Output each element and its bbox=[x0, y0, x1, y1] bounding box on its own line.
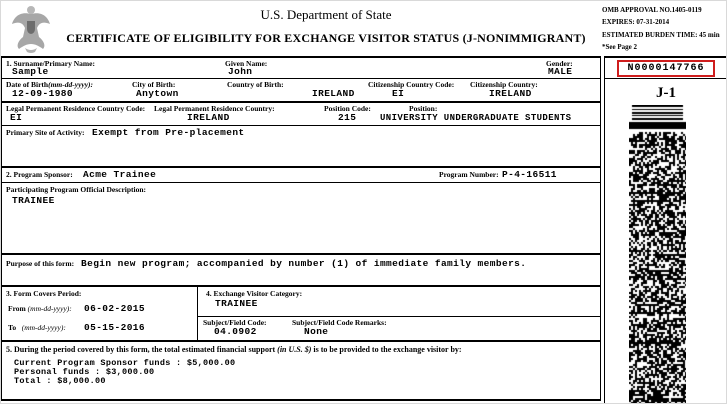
section4-inner-divider bbox=[197, 316, 600, 317]
citizenship-country-label: Citizenship Country: bbox=[470, 80, 538, 89]
given-name-label: Given Name: bbox=[225, 59, 268, 68]
gender-value: MALE bbox=[548, 66, 573, 77]
from-date-value: 06-02-2015 bbox=[84, 303, 146, 314]
city-of-birth-label: City of Birth: bbox=[132, 80, 176, 89]
program-sponsor-value: Acme Trainee bbox=[83, 169, 157, 180]
program-number-label: Program Number: bbox=[439, 170, 499, 179]
row-birth bbox=[2, 79, 600, 103]
subject-field-remarks-label: Subject/Field Code Remarks: bbox=[292, 318, 387, 327]
visa-type-barcode-box bbox=[604, 79, 727, 403]
citizenship-code-label: Citizenship Country Code: bbox=[368, 80, 455, 89]
country-of-birth-value: IRELAND bbox=[312, 88, 355, 99]
subject-field-code-value: 04.0902 bbox=[214, 326, 257, 337]
row-financial-support bbox=[2, 342, 600, 401]
omb-burden-line: ESTIMATED BURDEN TIME: 45 min bbox=[602, 30, 720, 39]
to-date-value: 05-15-2016 bbox=[84, 322, 146, 333]
site-of-activity-value: Exempt from Pre-placement bbox=[92, 127, 245, 138]
total-funds-line: Total : $8,000.00 bbox=[14, 376, 106, 386]
program-sponsor-label: 2. Program Sponsor: bbox=[6, 170, 73, 179]
given-name-value: John bbox=[228, 66, 253, 77]
citizenship-code-value: EI bbox=[392, 88, 405, 99]
site-of-activity-label: Primary Site of Activity: bbox=[6, 128, 85, 137]
row-participating-program bbox=[2, 183, 600, 255]
form-body bbox=[1, 56, 601, 401]
agency-title: U.S. Department of State bbox=[260, 7, 392, 22]
participating-program-label: Participating Program Official Description: bbox=[6, 185, 147, 194]
row-program-sponsor bbox=[2, 168, 600, 183]
gender-label: Gender: bbox=[546, 59, 573, 68]
visa-type-label: J-1 bbox=[656, 85, 676, 101]
country-of-birth-label: Country of Birth: bbox=[227, 80, 284, 89]
participating-program-value: TRAINEE bbox=[12, 195, 55, 206]
row-residence bbox=[2, 103, 600, 126]
exchange-visitor-category-value: TRAINEE bbox=[215, 298, 258, 309]
lpr-country-value: IRELAND bbox=[187, 112, 230, 123]
omb-see-page-line: *See Page 2 bbox=[602, 42, 637, 51]
to-label: To (mm-dd-yyyy): bbox=[8, 323, 66, 332]
barcode-2d-icon bbox=[629, 105, 686, 403]
omb-expires-line: EXPIRES: 07-31-2014 bbox=[602, 18, 670, 27]
subject-field-remarks-value: None bbox=[304, 326, 329, 337]
row-period-category bbox=[2, 287, 600, 342]
sevis-id-value: N0000147766 bbox=[617, 60, 715, 77]
personal-funds-line: Personal funds : $3,000.00 bbox=[14, 367, 155, 377]
row-names bbox=[2, 58, 600, 79]
position-value: UNIVERSITY UNDERGRADUATE STUDENTS bbox=[380, 113, 572, 123]
purpose-value: Begin new program; accompanied by number (1) of immediate family members. bbox=[81, 258, 527, 269]
omb-approval-block bbox=[602, 4, 720, 53]
subject-field-code-label: Subject/Field Code: bbox=[203, 318, 267, 327]
financial-support-label: 5. During the period covered by this form, the total estimated financial support (in U.S. $) is to be provided to the exchange visitor by: bbox=[6, 345, 462, 354]
form-covers-period-label: 3. Form Covers Period: bbox=[6, 289, 82, 298]
from-label: From (mm-dd-yyyy): bbox=[8, 304, 72, 313]
row-site-of-activity bbox=[2, 126, 600, 168]
surname-value: Sample bbox=[12, 66, 49, 77]
position-label: Position: bbox=[409, 104, 438, 113]
program-number-value: P-4-16511 bbox=[502, 169, 557, 180]
citizenship-country-value: IRELAND bbox=[489, 88, 532, 99]
department-of-state-seal-icon bbox=[11, 4, 51, 59]
form-title: CERTIFICATE OF ELIGIBILITY FOR EXCHANGE VISITOR STATUS (J-NONIMMIGRANT) bbox=[66, 31, 586, 45]
purpose-label: Purpose of this form: bbox=[6, 259, 75, 268]
omb-approval-line: OMB APPROVAL NO.1405-0119 bbox=[602, 6, 702, 14]
sponsor-funds-line: Current Program Sponsor funds : $5,000.00 bbox=[14, 358, 236, 368]
surname-label: 1. Surname/Primary Name: bbox=[6, 59, 95, 68]
lpr-code-label: Legal Permanent Residence Country Code: bbox=[6, 104, 146, 113]
section3-4-divider bbox=[197, 287, 198, 340]
lpr-code-value: EI bbox=[10, 112, 23, 123]
sevis-id-cell bbox=[604, 56, 727, 79]
dob-label: Date of Birth(mm-dd-yyyy): bbox=[6, 80, 94, 89]
dob-value: 12-09-1980 bbox=[12, 88, 74, 99]
row-purpose bbox=[2, 255, 600, 287]
city-of-birth-value: Anytown bbox=[136, 88, 179, 99]
position-code-value: 215 bbox=[338, 112, 357, 123]
position-code-label: Position Code: bbox=[324, 104, 371, 113]
exchange-visitor-category-label: 4. Exchange Visitor Category: bbox=[206, 289, 303, 298]
lpr-country-label: Legal Permanent Residence Country: bbox=[154, 104, 275, 113]
